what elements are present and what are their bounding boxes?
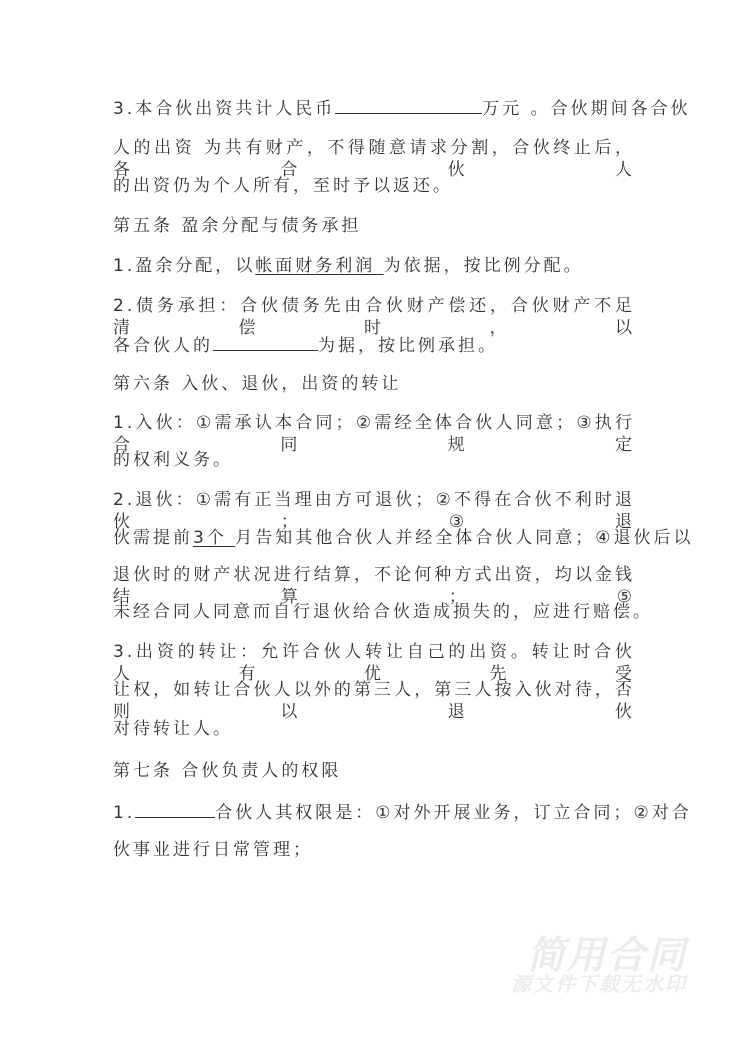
text: 3.本合伙出资共计人民币 bbox=[113, 99, 336, 119]
text: 1. bbox=[113, 803, 136, 823]
paragraph-line bbox=[113, 334, 498, 357]
text: 万元 。合伙期间各合伙 bbox=[482, 99, 691, 119]
paragraph-line bbox=[113, 527, 693, 549]
paragraph-line bbox=[113, 97, 691, 120]
fill-blank-amount bbox=[335, 97, 482, 114]
fill-blank-basis bbox=[213, 334, 318, 351]
text: 为依据，按比例分配。 bbox=[383, 256, 584, 276]
paragraph-line: 让权，如转让合伙人以外的第三人，第三人按入伙对待，否则以退伙 bbox=[113, 680, 635, 722]
fill-blank-partner bbox=[135, 801, 215, 818]
watermark-logo: 简用合同 bbox=[526, 933, 687, 977]
paragraph-line: 2.债务承担：合伙债务先由合伙财产偿还，合伙财产不足清偿时，以 bbox=[113, 296, 635, 338]
filled-blank: 3个 bbox=[193, 528, 236, 548]
section-heading: 第六条 入伙、退伙，出资的转让 bbox=[113, 374, 402, 394]
paragraph-line: 退伙时的财产状况进行结算，不论何种方式出资，均以金钱结算；⑤ bbox=[113, 565, 635, 607]
text: 为据，按比例承担。 bbox=[318, 336, 498, 356]
text: 1.盈余分配，以 bbox=[113, 256, 256, 276]
paragraph-line bbox=[113, 255, 584, 277]
paragraph-line: 未经合同人同意而自行退伙给合伙造成损失的，应进行赔偿。 bbox=[113, 602, 653, 622]
paragraph-line: 的出资仍为个人所有，至时予以返还。 bbox=[113, 176, 453, 196]
paragraph-line: 2.退伙：①需有正当理由方可退伙；②不得在合伙不利时退伙；③退 bbox=[113, 490, 635, 532]
section-heading: 第七条 合伙负责人的权限 bbox=[113, 761, 342, 781]
text: 各合伙人的 bbox=[113, 336, 213, 356]
section-heading: 第五条 盈余分配与债务承担 bbox=[113, 216, 362, 236]
paragraph-line: 3.出资的转让：允许合伙人转让自己的出资。转让时合伙人有优先受 bbox=[113, 642, 635, 684]
paragraph-line: 伙事业进行日常管理； bbox=[113, 840, 313, 860]
paragraph-line: 的权利义务。 bbox=[113, 450, 233, 470]
filled-blank: 帐面财务利润 bbox=[255, 256, 384, 276]
paragraph-line: 对待转让人。 bbox=[113, 719, 233, 739]
text: 合伙人其权限是：①对外开展业务，订立合同；②对合 bbox=[215, 803, 692, 823]
watermark-subtitle: 源文件下载无水印 bbox=[511, 972, 687, 996]
paragraph-line: 1.入伙：①需承认本合同；②需经全体合伙人同意；③执行合同规定 bbox=[113, 413, 635, 455]
text: 月告知其他合伙人并经全体合伙人同意；④退伙后以 bbox=[235, 528, 694, 548]
paragraph-line bbox=[113, 801, 692, 824]
paragraph-line: 人的出资 为共有财产，不得随意请求分割，合伙终止后，各合伙人 bbox=[113, 138, 635, 180]
text: 伙需提前 bbox=[113, 528, 193, 548]
